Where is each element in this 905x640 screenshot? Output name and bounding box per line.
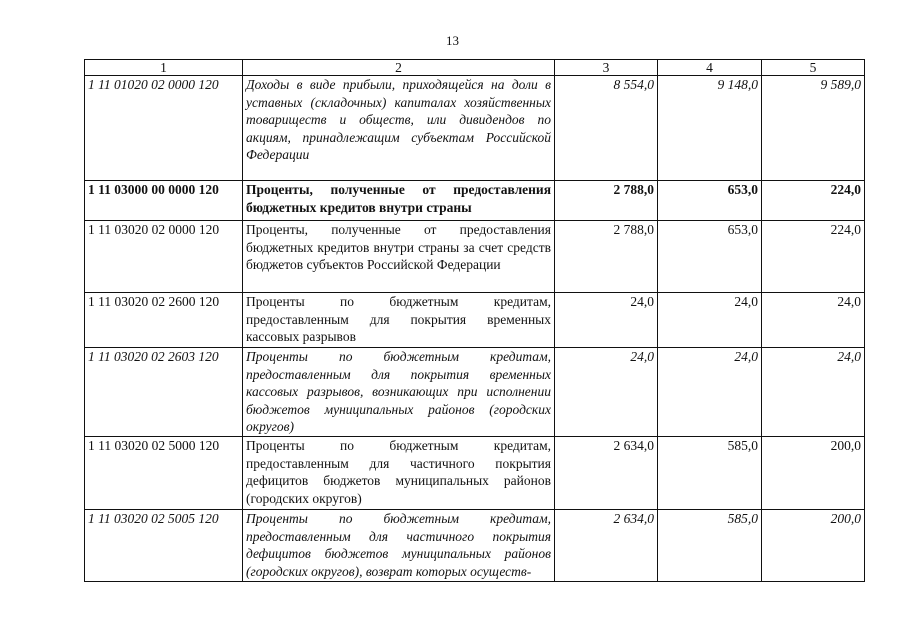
page-number: 13 [446, 33, 459, 48]
row-value-col5: 200,0 [762, 510, 865, 582]
row-description: Проценты, полученные от предоставления бюджетных кредитов внутри страны [243, 181, 555, 221]
row-value-col5: 24,0 [762, 293, 865, 348]
row-value-col5: 200,0 [762, 437, 865, 510]
table-header-row [85, 60, 865, 76]
table-row [85, 510, 865, 582]
column-header-3: 3 [555, 60, 658, 76]
table-row [85, 348, 865, 437]
row-code: 1 11 03020 02 2603 120 [85, 348, 243, 437]
column-header-4: 4 [658, 60, 762, 76]
row-value-col5: 224,0 [762, 221, 865, 293]
budget-revenue-table [84, 59, 865, 582]
row-description: Доходы в виде прибыли, приходящейся на доли в уставных (складочных) капиталах хозяйственных товариществ и обществ, или дивидендов по акциям, принадлежащим субъектам Российской Федерации [243, 76, 555, 181]
row-value-col4: 653,0 [658, 181, 762, 221]
table-row [85, 437, 865, 510]
row-description: Проценты по бюджетным кредитам, предоставленным для частичного покрытия дефицитов бюджетов муниципальных районов (городских округов) [243, 437, 555, 510]
row-description: Проценты, полученные от предоставления бюджетных кредитов внутри страны за счет средств бюджетов субъектов Российской Федерации [243, 221, 555, 293]
row-code: 1 11 03020 02 0000 120 [85, 221, 243, 293]
row-code: 1 11 03020 02 5005 120 [85, 510, 243, 582]
row-value-col3: 2 634,0 [555, 510, 658, 582]
row-value-col3: 2 788,0 [555, 221, 658, 293]
row-value-col3: 8 554,0 [555, 76, 658, 181]
row-value-col5: 24,0 [762, 348, 865, 437]
row-value-col4: 585,0 [658, 510, 762, 582]
row-value-col5: 224,0 [762, 181, 865, 221]
row-value-col4: 24,0 [658, 293, 762, 348]
table-row [85, 181, 865, 221]
row-code: 1 11 03000 00 0000 120 [85, 181, 243, 221]
row-description: Проценты по бюджетным кредитам, предоставленным для покрытия временных кассовых разрывов, возникающих при исполнении бюджетов муниципальных районов (городских округов) [243, 348, 555, 437]
row-description: Проценты по бюджетным кредитам, предоставленным для покрытия временных кассовых разрывов [243, 293, 555, 348]
row-value-col4: 653,0 [658, 221, 762, 293]
table-row [85, 221, 865, 293]
row-value-col3: 2 788,0 [555, 181, 658, 221]
column-header-5: 5 [762, 60, 865, 76]
row-value-col3: 24,0 [555, 293, 658, 348]
table-row [85, 76, 865, 181]
row-value-col4: 24,0 [658, 348, 762, 437]
row-code: 1 11 01020 02 0000 120 [85, 76, 243, 181]
row-value-col3: 2 634,0 [555, 437, 658, 510]
table-row [85, 293, 865, 348]
column-header-1: 1 [85, 60, 243, 76]
column-header-2: 2 [243, 60, 555, 76]
row-description: Проценты по бюджетным кредитам, предоставленным для частичного покрытия дефицитов бюджетов муниципальных районов (городских округов), возврат которых осуществ- [243, 510, 555, 582]
row-value-col4: 9 148,0 [658, 76, 762, 181]
row-value-col5: 9 589,0 [762, 76, 865, 181]
row-code: 1 11 03020 02 5000 120 [85, 437, 243, 510]
row-value-col3: 24,0 [555, 348, 658, 437]
row-code: 1 11 03020 02 2600 120 [85, 293, 243, 348]
row-value-col4: 585,0 [658, 437, 762, 510]
